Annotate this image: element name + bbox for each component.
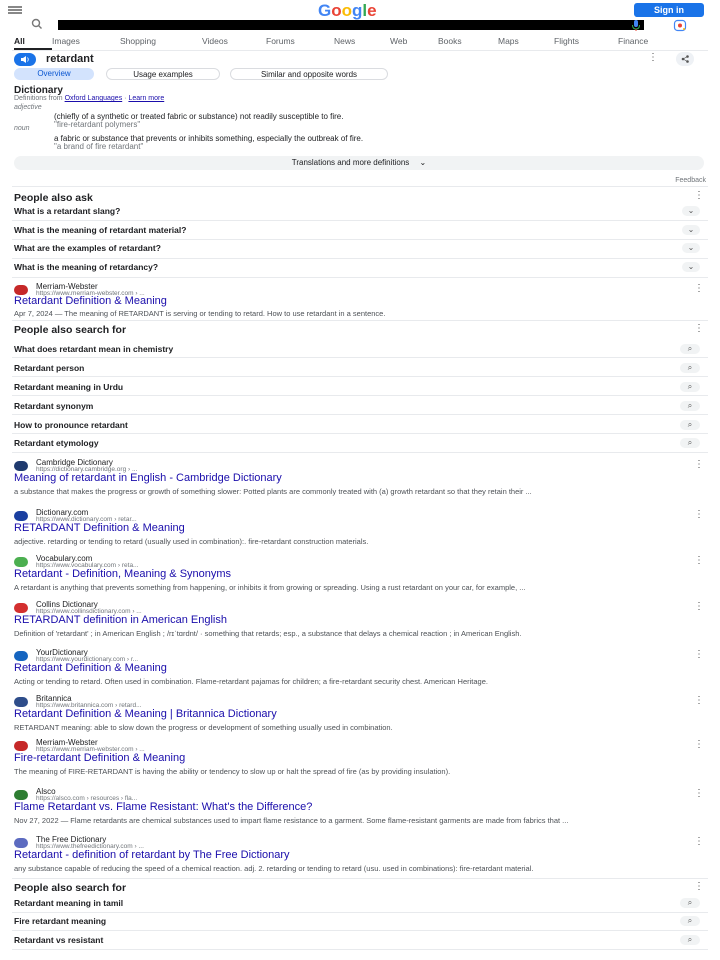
- site-name[interactable]: Dictionary.com: [36, 508, 89, 517]
- more-options-icon[interactable]: ⋮: [694, 555, 704, 566]
- people-also-search-title: People also search for: [14, 324, 127, 336]
- related-search[interactable]: Retardant vs resistant: [14, 935, 104, 945]
- site-url[interactable]: https://www.merriam-webster.com › ...: [36, 290, 145, 297]
- site-favicon: [14, 651, 28, 661]
- tab-maps[interactable]: Maps: [498, 36, 519, 46]
- result-title[interactable]: Retardant - Definition, Meaning & Synonyms: [14, 568, 232, 580]
- result-title[interactable]: Retardant Definition & Meaning | Britannica Dictionary: [14, 708, 277, 720]
- part-of-speech: noun: [14, 125, 30, 132]
- search-icon[interactable]: ⌕: [680, 401, 700, 411]
- divider: [12, 949, 708, 950]
- related-search[interactable]: Fire retardant meaning: [14, 916, 107, 926]
- related-search[interactable]: Retardant synonym: [14, 401, 94, 411]
- paa-question[interactable]: What is the meaning of retardant material?: [14, 225, 187, 235]
- search-icon[interactable]: ⌕: [680, 363, 700, 373]
- mic-icon[interactable]: [630, 19, 642, 32]
- related-search[interactable]: Retardant meaning in tamil: [14, 898, 124, 908]
- result-title[interactable]: Retardant Definition & Meaning: [14, 295, 167, 307]
- related-search[interactable]: Retardant person: [14, 363, 85, 373]
- site-url[interactable]: https://www.britannica.com › retard...: [36, 702, 142, 709]
- share-icon[interactable]: [676, 52, 694, 66]
- divider: [12, 320, 708, 321]
- site-url[interactable]: https://www.collinsdictionary.com › ...: [36, 608, 142, 615]
- divider: [12, 376, 708, 377]
- more-options-icon[interactable]: ⋮: [694, 836, 704, 847]
- divider: [12, 878, 708, 879]
- site-name[interactable]: Collins Dictionary: [36, 600, 98, 609]
- site-name[interactable]: Vocabulary.com: [36, 554, 93, 563]
- query-term: retardant: [46, 53, 94, 65]
- site-url[interactable]: https://www.dictionary.com › retar...: [36, 516, 137, 523]
- divider: [12, 220, 708, 221]
- search-icon[interactable]: ⌕: [680, 344, 700, 354]
- tab-books[interactable]: Books: [438, 36, 462, 46]
- logo-letter: G: [318, 1, 332, 20]
- more-options-icon[interactable]: ⋮: [694, 739, 704, 750]
- site-name[interactable]: Alsco: [36, 787, 56, 796]
- result-snippet: A retardant is anything that prevents something from happening, or inhibits it from growing or spreading. Using a rust retardant on your car, for example, ...: [14, 583, 526, 592]
- site-name[interactable]: The Free Dictionary: [36, 835, 107, 844]
- site-favicon: [14, 461, 28, 471]
- result-snippet: Definition of 'retardant' ; in American English ; /rɪˈtɑrdnt/ · something that retards; esp., a substance that delays a chemical reaction ; in American English.: [14, 629, 522, 638]
- example: "a brand of fire retardant": [54, 142, 144, 151]
- site-favicon: [14, 741, 28, 751]
- site-url[interactable]: https://dictionary.cambridge.org › ...: [36, 466, 138, 473]
- result-snippet: RETARDANT meaning: able to slow down the progress or development of something usually used in combination.: [14, 723, 393, 732]
- more-options-icon[interactable]: ⋮: [694, 283, 704, 294]
- site-favicon: [14, 603, 28, 613]
- logo-letter: e: [367, 1, 377, 20]
- site-name[interactable]: Merriam-Webster: [36, 282, 98, 291]
- site-favicon: [14, 285, 28, 295]
- chip-overview[interactable]: Overview: [14, 68, 94, 80]
- tab-forums[interactable]: Forums: [266, 36, 295, 46]
- tab-web[interactable]: Web: [390, 36, 408, 46]
- chevron-down-icon[interactable]: ⌄: [682, 262, 700, 272]
- divider: [12, 433, 708, 434]
- site-url[interactable]: https://www.yourdictionary.com › r...: [36, 656, 139, 663]
- dictionary-source: Definitions from Oxford Languages · Learn more: [14, 95, 165, 102]
- more-options-icon[interactable]: ⋮: [694, 323, 704, 334]
- paa-question[interactable]: What is a retardant slang?: [14, 206, 121, 216]
- result-title[interactable]: Flame Retardant vs. Flame Resistant: What's the Difference?: [14, 801, 313, 813]
- result-title[interactable]: RETARDANT definition in American English: [14, 614, 227, 626]
- result-snippet: any substance capable of reducing the speed of a chemical reaction. adj. 2. retarding or tending to retard (usu. used in combinations): fire-retardant material.: [14, 864, 534, 873]
- site-favicon: [14, 511, 28, 521]
- search-icon[interactable]: ⌕: [680, 935, 700, 945]
- menu-icon[interactable]: [8, 6, 22, 14]
- search-input[interactable]: [58, 20, 644, 30]
- definition: (chiefly of a synthetic or treated fabric or substance) not readily susceptible to fire.: [54, 112, 344, 121]
- site-favicon: [14, 838, 28, 848]
- people-also-ask-title: People also ask: [14, 192, 93, 204]
- chevron-down-icon[interactable]: ⌄: [682, 243, 700, 253]
- logo-letter: o: [341, 1, 353, 20]
- divider: [12, 930, 708, 931]
- people-also-search-title: People also search for: [14, 882, 127, 894]
- part-of-speech: adjective: [14, 104, 42, 111]
- result-title[interactable]: Meaning of retardant in English - Cambridge Dictionary: [14, 472, 282, 484]
- speaker-icon[interactable]: [14, 53, 36, 66]
- site-favicon: [14, 557, 28, 567]
- divider: [12, 357, 708, 358]
- more-options-icon[interactable]: ⋮: [694, 649, 704, 660]
- result-snippet: The meaning of FIRE-RETARDANT is having the ability or tendency to slow up or halt the spread of fire (as by providing insulation).: [14, 767, 451, 776]
- result-snippet: a substance that makes the progress or growth of something slower: Potted plants are commonly treated with (a) growth retardant so that they retain their ...: [14, 487, 532, 496]
- tab-videos[interactable]: Videos: [202, 36, 228, 46]
- oxford-link[interactable]: Oxford Languages: [64, 95, 123, 102]
- paa-question[interactable]: What are the examples of retardant?: [14, 243, 161, 253]
- search-icon[interactable]: ⌕: [680, 898, 700, 908]
- chevron-down-icon[interactable]: ⌄: [682, 206, 700, 216]
- site-name[interactable]: Merriam-Webster: [36, 738, 98, 747]
- logo-letter: l: [362, 1, 368, 20]
- more-options-icon[interactable]: ⋮: [694, 509, 704, 520]
- divider: [12, 239, 708, 240]
- site-url[interactable]: https://www.thefreedictionary.com › ...: [36, 843, 144, 850]
- related-search[interactable]: Retardant meaning in Urdu: [14, 382, 124, 392]
- divider: [12, 452, 708, 453]
- more-options-icon[interactable]: ⋮: [694, 190, 704, 201]
- divider: [12, 186, 708, 187]
- more-options-icon[interactable]: ⋮: [648, 52, 658, 63]
- source-prefix: Definitions from: [14, 95, 63, 102]
- more-options-icon[interactable]: ⋮: [694, 601, 704, 612]
- site-favicon: [14, 790, 28, 800]
- result-snippet: Nov 27, 2022 — Flame retardants are chemical substances used to impart flame resistance to a garment. Some flame-resistant garments are made from fabrics that ...: [14, 816, 569, 825]
- more-options-icon[interactable]: ⋮: [694, 881, 704, 892]
- search-icon[interactable]: ⌕: [680, 438, 700, 448]
- divider: [12, 258, 708, 259]
- site-url[interactable]: https://www.merriam-webster.com › ...: [36, 746, 145, 753]
- divider: [12, 277, 708, 278]
- search-icon[interactable]: ⌕: [680, 916, 700, 926]
- search-icon[interactable]: ⌕: [680, 420, 700, 430]
- tab-shopping[interactable]: Shopping: [120, 36, 156, 46]
- more-options-icon[interactable]: ⋮: [694, 459, 704, 470]
- tab-news[interactable]: News: [334, 36, 356, 46]
- related-search[interactable]: Retardant etymology: [14, 438, 99, 448]
- tabs-divider: [12, 50, 708, 51]
- divider: [12, 414, 708, 415]
- feedback-link[interactable]: Feedback: [675, 177, 706, 184]
- result-title[interactable]: Fire-retardant Definition & Meaning: [14, 752, 186, 764]
- google-logo[interactable]: [318, 1, 377, 21]
- dictionary-title: Dictionary: [14, 85, 63, 96]
- site-favicon: [14, 697, 28, 707]
- site-url[interactable]: https://www.vocabulary.com › reta...: [36, 562, 139, 569]
- translations-button[interactable]: [14, 156, 704, 170]
- search-icon[interactable]: ⌕: [680, 382, 700, 392]
- site-name[interactable]: YourDictionary: [36, 648, 88, 657]
- lens-icon[interactable]: [673, 19, 687, 32]
- related-search[interactable]: What does retardant mean in chemistry: [14, 344, 174, 354]
- result-snippet: adjective. retarding or tending to retard (usually used in combination):. fire-retardant construction materials.: [14, 537, 369, 546]
- result-title[interactable]: RETARDANT Definition & Meaning: [14, 522, 185, 534]
- learn-more-link[interactable]: Learn more: [128, 95, 165, 102]
- result-title[interactable]: Retardant Definition & Meaning: [14, 662, 167, 674]
- tab-flights[interactable]: Flights: [554, 36, 580, 46]
- paa-question[interactable]: What is the meaning of retardancy?: [14, 262, 159, 272]
- example: "fire-retardant polymers": [54, 120, 141, 129]
- sign-in-button[interactable]: Sign in: [634, 3, 704, 17]
- site-name[interactable]: Britannica: [36, 694, 72, 703]
- chevron-down-icon: ⌄: [419, 158, 427, 167]
- search-icon[interactable]: [30, 17, 44, 31]
- related-search[interactable]: How to pronounce retardant: [14, 420, 128, 430]
- result-snippet: Apr 7, 2024 — The meaning of RETARDANT is serving or tending to retard. How to use retardant in a sentence.: [14, 309, 386, 318]
- logo-letter: o: [331, 1, 342, 20]
- site-url[interactable]: https://alsco.com › resources › fla...: [36, 795, 138, 802]
- logo-letter: g: [352, 1, 363, 20]
- chip-usage-examples[interactable]: Usage examples: [106, 68, 220, 80]
- definition: a fabric or substance that prevents or inhibits something, especially the outbreak of fire.: [54, 134, 364, 143]
- tab-all[interactable]: All: [14, 36, 52, 50]
- chevron-down-icon[interactable]: ⌄: [682, 225, 700, 235]
- tab-finance[interactable]: Finance: [618, 36, 649, 46]
- divider: [12, 395, 708, 396]
- more-options-icon[interactable]: ⋮: [694, 695, 704, 706]
- tab-images[interactable]: Images: [52, 36, 80, 46]
- result-title[interactable]: Retardant - definition of retardant by The Free Dictionary: [14, 849, 290, 861]
- more-options-icon[interactable]: ⋮: [694, 788, 704, 799]
- search-tabs: [14, 36, 714, 50]
- chip-similar-opposite[interactable]: Similar and opposite words: [230, 68, 388, 80]
- divider: [12, 912, 708, 913]
- translations-label: Translations and more definitions: [291, 158, 410, 167]
- result-snippet: Acting or tending to retard. Often used in combination. Flame-retardant pajamas for children; a fire-retardant security chest. American Heritage.: [14, 677, 488, 686]
- site-name[interactable]: Cambridge Dictionary: [36, 458, 113, 467]
